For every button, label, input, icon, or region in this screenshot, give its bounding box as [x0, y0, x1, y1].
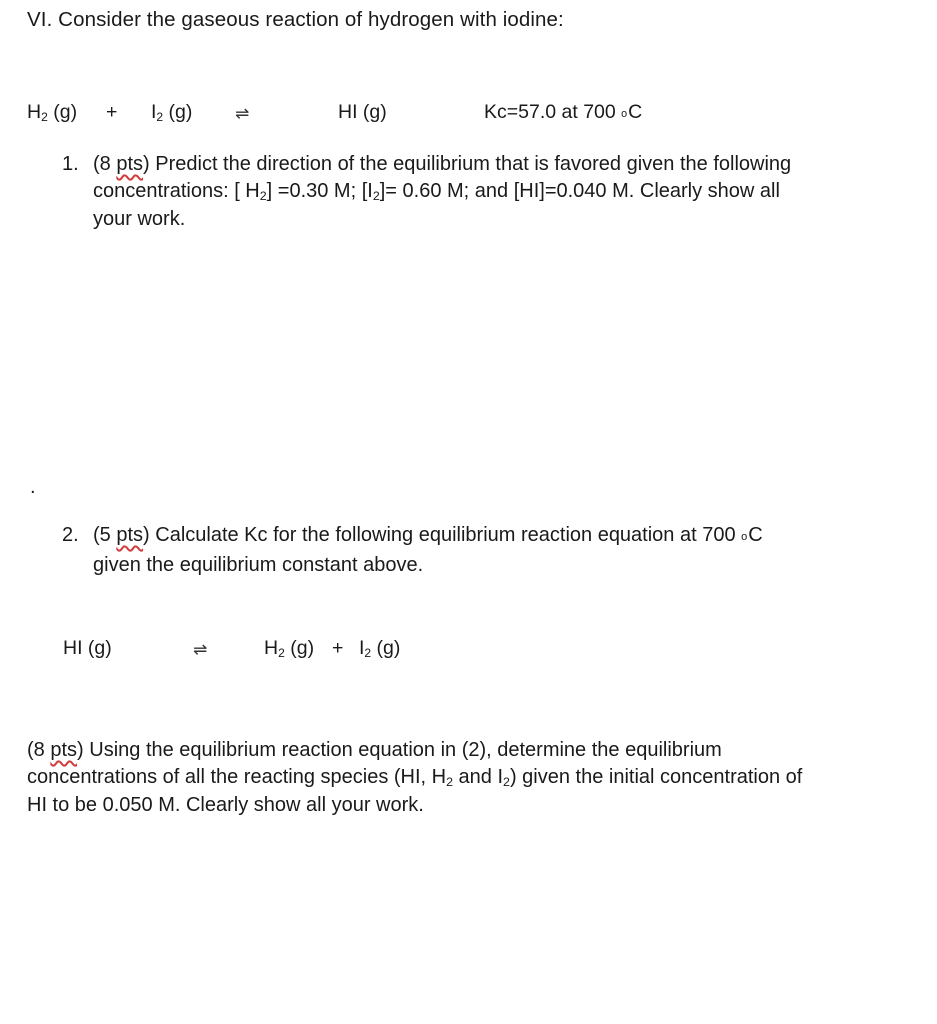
h2-subscript: 2	[259, 188, 267, 203]
question-3-text	[27, 737, 802, 819]
i2-subscript: 2	[372, 188, 380, 203]
question-1-text	[93, 151, 791, 233]
line-2-part-a: concentrations of all the reacting species (HI, H	[27, 765, 447, 788]
question-1-line-2	[93, 178, 791, 207]
pts-open: (5	[93, 524, 117, 546]
line-1-rest: ) Predict the direction of the equilibrium that is favored given the following	[143, 153, 792, 175]
pts-word: pts	[50, 739, 78, 761]
product-hi: HI (g)	[338, 101, 387, 123]
i2-phase: (g)	[371, 637, 401, 659]
question-1-line-1	[93, 151, 791, 178]
i2-subscript: 2	[156, 110, 164, 125]
plus-sign: +	[106, 101, 118, 123]
line-2-part-a: concentrations: [ H	[93, 179, 260, 202]
line-2-part-b: ] =0.30 M; [I	[266, 179, 373, 202]
plus-sign: +	[332, 637, 344, 659]
question-2-number: 2.	[62, 524, 79, 546]
question-2-line-1	[93, 522, 763, 552]
h2-subscript: 2	[41, 110, 48, 125]
pts-word: pts	[116, 153, 144, 175]
i2-subscript: 2	[503, 774, 510, 789]
equilibrium-arrow-icon: ⇌	[235, 104, 250, 123]
question-3-line-1	[27, 737, 802, 764]
h2-symbol: H	[264, 637, 279, 659]
pts-word: pts	[116, 524, 144, 546]
i2-subscript: 2	[364, 646, 372, 661]
h2-symbol: H	[27, 101, 42, 123]
section-heading	[27, 8, 564, 32]
stray-mark: .	[30, 476, 36, 498]
line-2-part-c: ]= 0.60 M; and [HI]=0.040 M. Clearly show all	[379, 179, 780, 202]
reactant-i2	[151, 101, 192, 124]
h2-phase: (g)	[284, 637, 315, 659]
temp-unit: C	[748, 524, 763, 546]
degree-mark: o	[621, 108, 628, 121]
degree-mark: o	[741, 531, 748, 544]
kc-value	[484, 101, 642, 124]
reactant-h2	[27, 101, 77, 124]
pts-open: (8	[27, 739, 51, 761]
i2-symbol: I	[151, 101, 157, 123]
pts-open: (8	[93, 153, 117, 175]
line-1-rest: ) Calculate Kc for the following equilibrium reaction equation at 700	[143, 524, 742, 546]
i2-symbol: I	[359, 637, 365, 659]
question-2-line-2: given the equilibrium constant above.	[93, 553, 424, 576]
question-1-number: 1.	[62, 153, 79, 175]
product-h2	[264, 637, 314, 660]
kc-text: Kc=57.0 at 700	[484, 101, 622, 123]
i2-phase: (g)	[163, 101, 193, 123]
kc-unit: C	[628, 101, 643, 123]
h2-subscript: 2	[446, 774, 453, 789]
question-3-line-3: HI to be 0.050 M. Clearly show all your work.	[27, 794, 424, 816]
question-3-line-2	[27, 764, 802, 793]
line-2-part-b: and I	[453, 765, 504, 788]
line-1-rest: ) Using the equilibrium reaction equation in (2), determine the equilibrium	[77, 739, 722, 761]
question-1-line-3: your work.	[93, 208, 186, 230]
equilibrium-arrow-icon: ⇌	[193, 640, 208, 659]
reactant-hi: HI (g)	[63, 637, 112, 659]
h2-phase: (g)	[47, 101, 78, 123]
heading-text: VI. Consider the gaseous reaction of hydrogen with iodine:	[27, 8, 564, 31]
line-2-part-c: ) given the initial concentration of	[509, 765, 803, 788]
h2-subscript: 2	[278, 646, 285, 661]
question-2-text	[93, 522, 763, 578]
product-i2	[359, 637, 400, 660]
